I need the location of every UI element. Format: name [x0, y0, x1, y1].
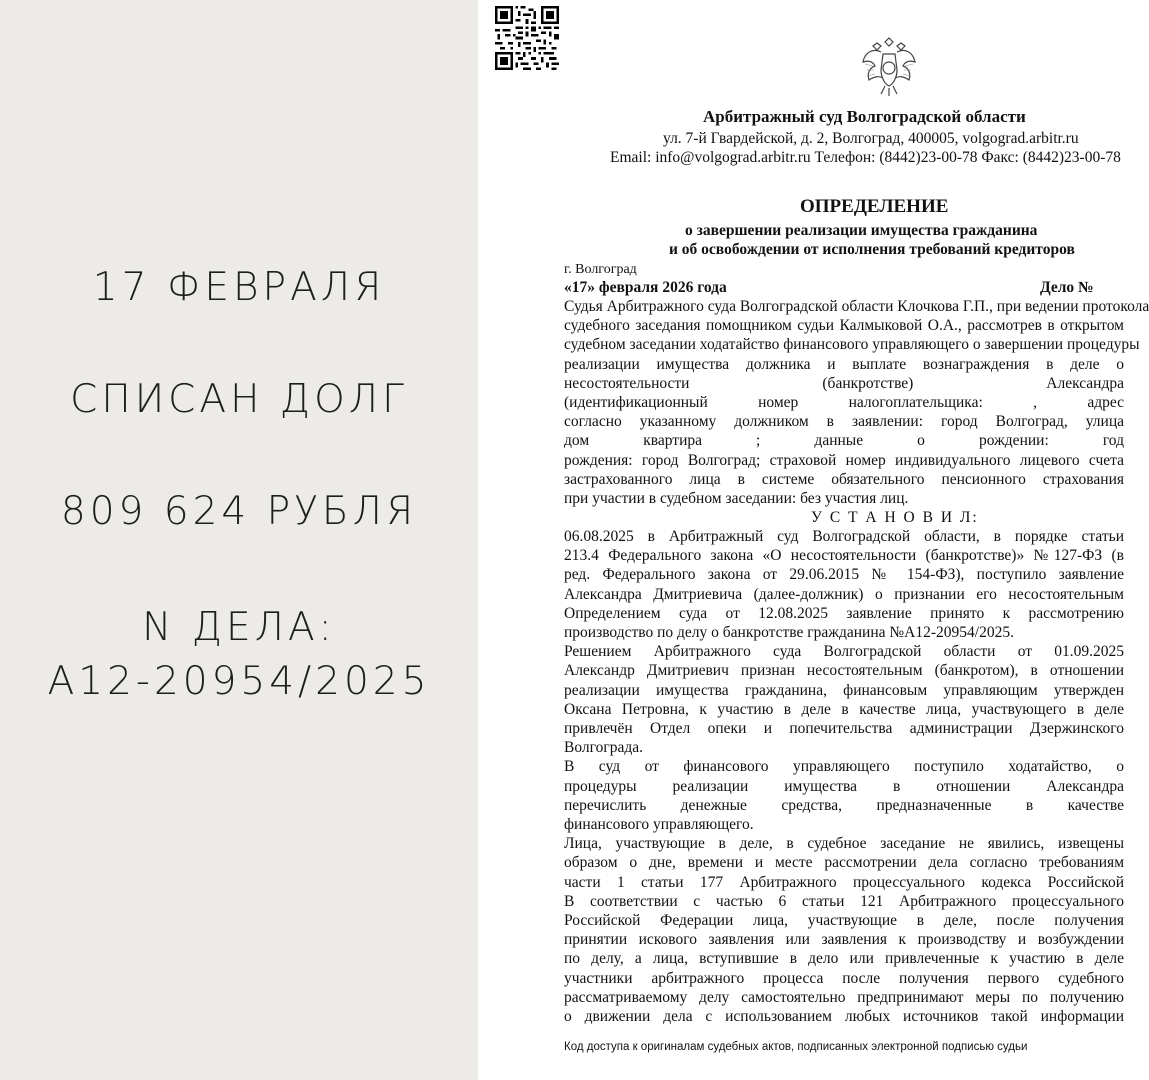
document-city: г. Волгоград: [564, 262, 637, 277]
text-line: В суд от финансового управляющего поступило ходатайство, о: [564, 758, 1124, 776]
text-line: реализации имущества должника и выплате вознаграждения в деле о: [564, 355, 1124, 373]
document-footer: Код доступа к оригиналам судебных актов, подписанных электронной подписью судьи: [564, 1041, 1028, 1053]
text-line: финансового управляющего.: [564, 816, 754, 834]
ustanovil-heading: У С Т А Н О В И Л:: [811, 509, 979, 526]
body-paragraphs: [564, 527, 1124, 1026]
text-line: Александра Дмитриевича (далее-должник) о признании его несостоятельным: [564, 585, 1124, 603]
coat-of-arms-icon: [859, 36, 919, 102]
intro-paragraph: [564, 297, 1149, 508]
text-line: части 1 статьи 177 Арбитражного процессуального кодекса Российской: [564, 873, 1124, 891]
headline-case-label: N ДЕЛА:: [142, 605, 336, 650]
text-line: Оксана Петровна, к участию в деле в качестве лица, участвующего в деле: [564, 700, 1124, 718]
text-line: реализации имущества гражданина, финансовым управляющим утвержден: [564, 681, 1124, 699]
text-line: судебного заседания помощником судьи Калмыковой О.А., рассмотрев в открытом: [564, 317, 1124, 335]
text-line: судебном заседании ходатайство финансового управляющего о завершении процедуры: [564, 336, 1140, 354]
text-line: застрахованного лица в системе обязательного пенсионного страхования: [564, 470, 1124, 488]
text-line: рассматриваемому делу самостоятельно предпринимают меры по получению: [564, 988, 1124, 1006]
text-line: дом квартира ; данные о рождении: год: [564, 432, 1124, 450]
text-line: о движении дела с использованием любых источников такой информации: [564, 1008, 1124, 1026]
text-line: Определением суда от 12.08.2025 заявление принято к рассмотрению: [564, 604, 1124, 622]
text-line: привлечён Отдел опеки и попечительства администрации Дзержинского: [564, 720, 1124, 738]
document-case-label: Дело №: [1040, 279, 1094, 296]
text-line: производство по делу о банкротстве гражданина №А12-20954/2025.: [564, 624, 1014, 642]
headline-date: 17 ФЕВРАЛЯ: [92, 265, 386, 310]
document-subtitle-2: и об освобождении от исполнения требований кредиторов: [669, 241, 1075, 258]
headline-case-number: А12-20954/2025: [47, 659, 431, 704]
court-address: ул. 7-й Гвардейской, д. 2, Волгоград, 400005, volgograd.arbitr.ru: [663, 130, 1079, 147]
text-line: Решением Арбитражного суда Волгоградской области от 01.09.2025: [564, 643, 1124, 661]
court-name: Арбитражный суд Волгоградской области: [703, 107, 1026, 126]
text-line: перечислить денежные средства, предназначенные в качестве: [564, 796, 1124, 814]
court-contacts: Email: info@volgograd.arbitr.ru Телефон: (8442)23-00-78 Факс: (8442)23-00-78: [610, 149, 1121, 166]
document-title: ОПРЕДЕЛЕНИЕ: [800, 196, 949, 217]
text-line: образом о дне, времени и месте рассмотрении дела согласно требованиям: [564, 854, 1124, 872]
text-line: (идентификационный номер налогоплательщика: , адрес: [564, 394, 1124, 412]
text-line: ред. Федерального закона от 29.06.2015 № 154-ФЗ), поступило заявление: [564, 566, 1124, 584]
court-document: [478, 0, 1149, 1080]
document-date: «17» февраля 2026 года: [564, 279, 727, 296]
text-line: Волгограда.: [564, 739, 643, 757]
document-subtitle-1: о завершении реализации имущества гражданина: [685, 222, 1038, 239]
text-line: 213.4 Федерального закона «О несостоятельности (банкротстве)» №127-ФЗ (в: [564, 547, 1124, 565]
text-line: участники арбитражного процесса после получения первого судебного: [564, 969, 1124, 987]
text-line: при участии в судебном заседании: без участия лиц.: [564, 490, 909, 508]
qr-code-icon: [495, 6, 559, 70]
text-line: принятии искового заявления или заявления к производству и возбуждении: [564, 931, 1124, 949]
text-line: Российской Федерации лица, участвующие в деле, после получения: [564, 912, 1124, 930]
text-line: Александр Дмитриевич признан несостоятельным (банкротом), в отношении: [564, 662, 1124, 680]
text-line: по делу, а лица, вступившие в дело или привлеченные к участию в деле: [564, 950, 1124, 968]
text-line: В соответствии с частью 6 статьи 121 Арбитражного процессуального: [564, 892, 1124, 910]
headline-amount: 809 624 РУБЛЯ: [60, 489, 418, 534]
text-line: согласно указанному должником в заявлении: город Волгоград, улица: [564, 413, 1124, 431]
text-line: несостоятельности (банкротстве) Александра: [564, 374, 1124, 392]
headline-status: СПИСАН ДОЛГ: [70, 377, 408, 422]
text-line: 06.08.2025 в Арбитражный суд Волгоградской области, в порядке статьи: [564, 528, 1124, 545]
text-line: Судья Арбитражного суда Волгоградской области Клочкова Г.П., при ведении протокола: [564, 298, 1149, 315]
text-line: рождения: город Волгоград; страховой номер индивидуального лицевого счета: [564, 451, 1124, 469]
headline-panel: [0, 0, 478, 1080]
text-line: Лица, участвующие в деле, в судебное заседание не явились, извещены: [564, 835, 1124, 853]
text-line: процедуры реализации имущества в отношении Александра: [564, 777, 1124, 795]
